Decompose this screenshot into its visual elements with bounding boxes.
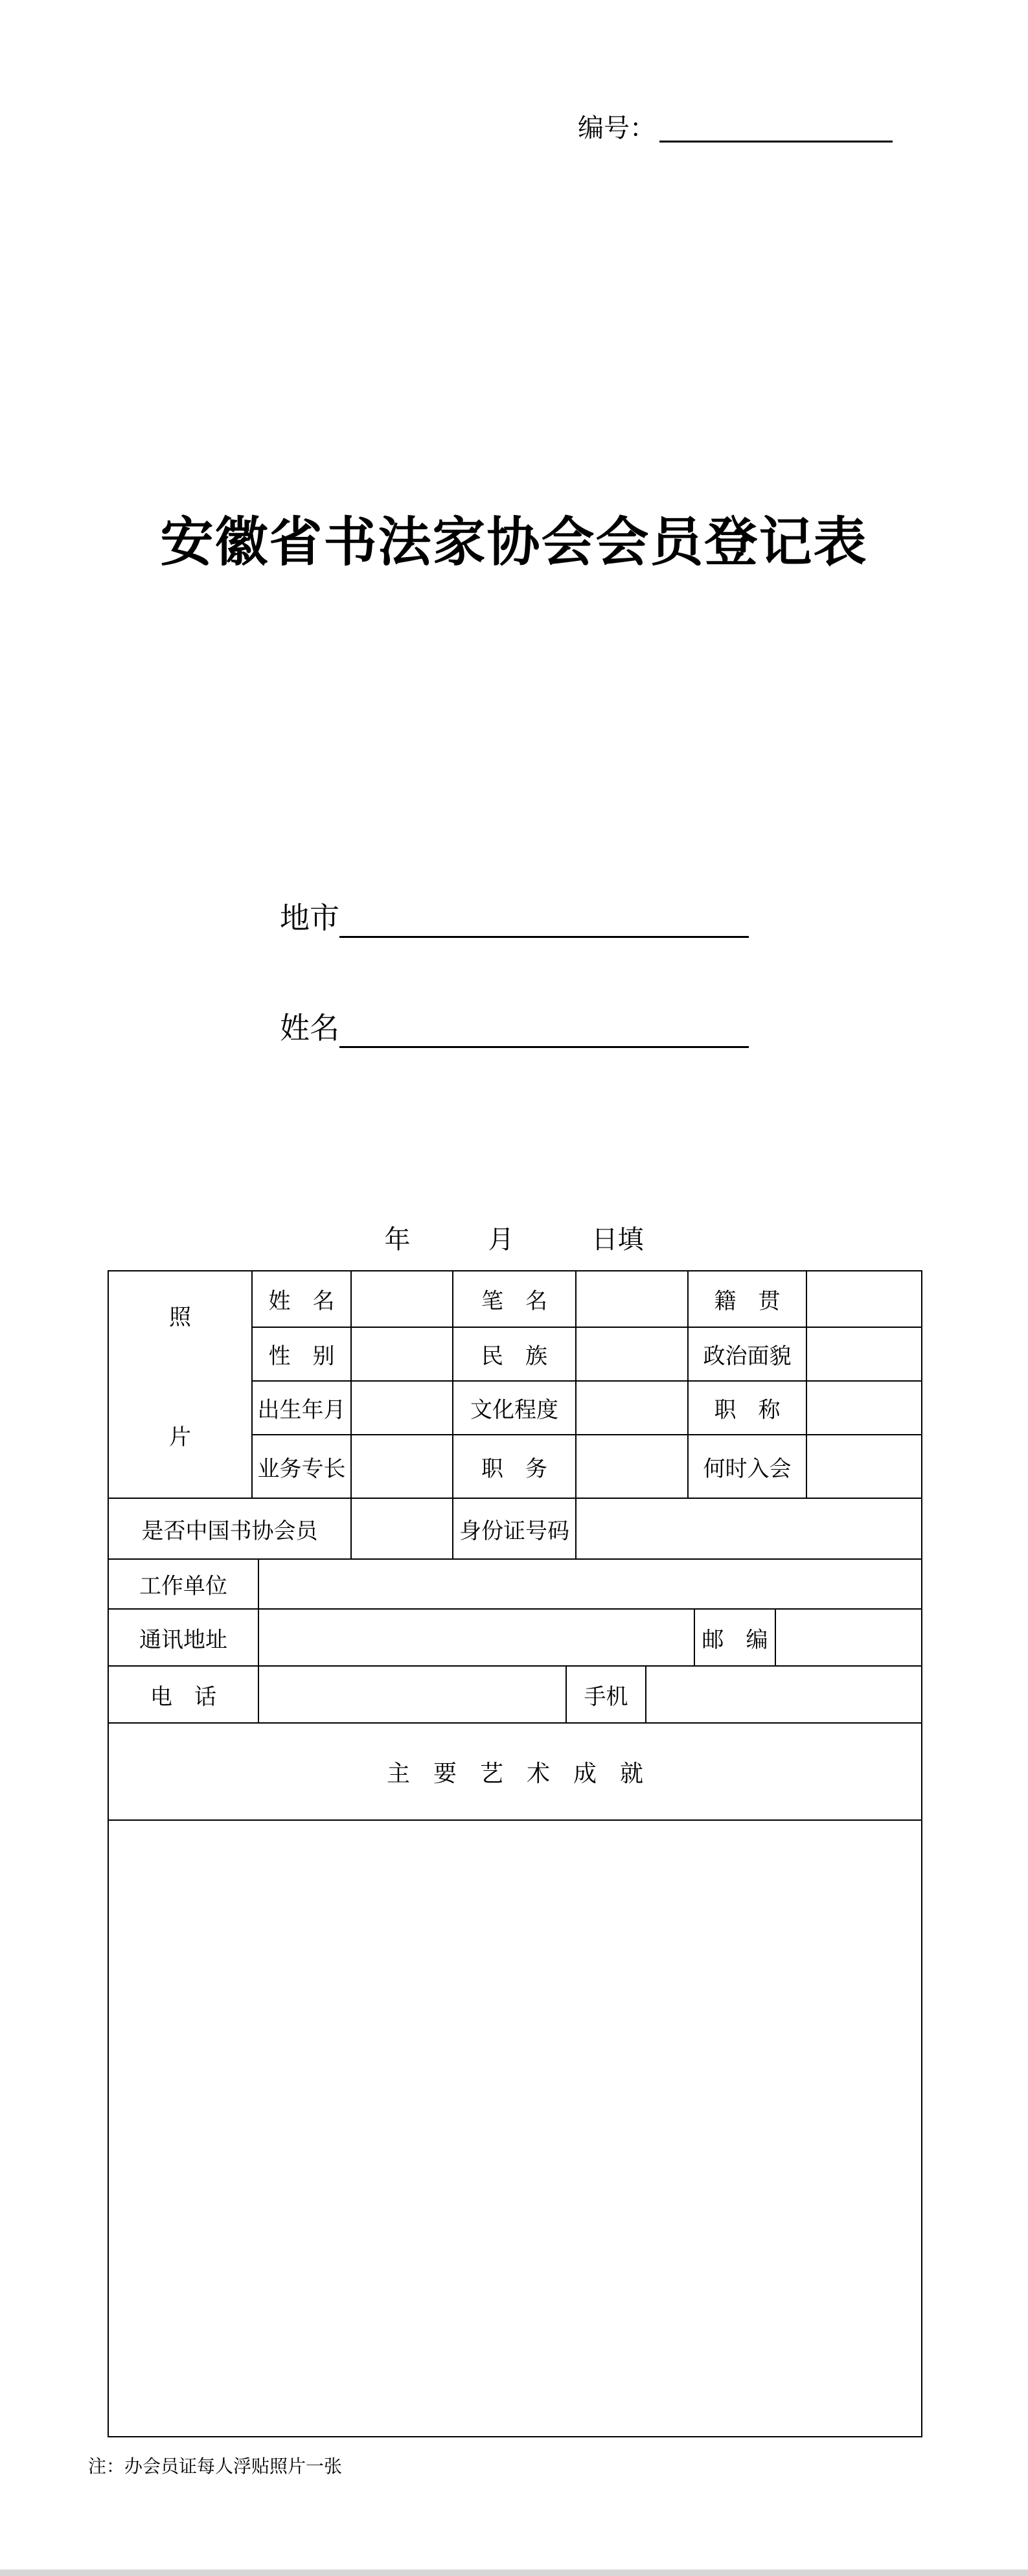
serial-number-blank-line [659, 113, 893, 142]
name-label: 姓名 [280, 1012, 339, 1045]
table-row-gender [253, 1328, 921, 1382]
join-date-value-cell [807, 1435, 921, 1498]
birthdate-cell-label: 出生年月 [253, 1382, 352, 1434]
table-row-name [253, 1271, 921, 1328]
position-value-cell [577, 1435, 689, 1498]
gender-value-cell [352, 1328, 453, 1380]
name-value-cell [352, 1271, 453, 1327]
prof-title-cell-label: 职 称 [689, 1382, 807, 1434]
achievements-blank-area [109, 1821, 921, 2436]
id-number-value-cell [577, 1499, 921, 1558]
table-row-cba-member [109, 1499, 921, 1560]
political-status-cell-label: 政治面貌 [689, 1328, 807, 1380]
page-bottom-edge [0, 2570, 1028, 2576]
table-row-specialty [253, 1435, 921, 1498]
address-value-cell [259, 1610, 695, 1665]
position-cell-label: 职 务 [453, 1435, 577, 1498]
footer-note: 注：办会员证每人浮贴照片一张 [88, 2457, 343, 2477]
photo-label-top: 照 [169, 1306, 191, 1330]
education-value-cell [577, 1382, 689, 1434]
work-unit-cell-label: 工作单位 [109, 1560, 259, 1608]
cba-member-cell-label: 是否中国书协会员 [109, 1499, 352, 1558]
mobile-value-cell [646, 1667, 921, 1722]
city-label: 地市 [280, 902, 339, 935]
table-band-top [109, 1271, 921, 1499]
photo-label-bottom: 片 [169, 1426, 191, 1450]
prof-title-value-cell [807, 1382, 921, 1434]
birthdate-value-cell [352, 1382, 453, 1434]
table-row-address [109, 1610, 921, 1667]
political-status-value-cell [807, 1328, 921, 1380]
nativeplace-value-cell [807, 1271, 921, 1327]
specialty-value-cell [352, 1435, 453, 1498]
nativeplace-cell-label: 籍 贯 [689, 1271, 807, 1327]
achievements-header-label: 主 要 艺 术 成 就 [386, 1760, 643, 1786]
name-cell-label: 姓 名 [253, 1271, 352, 1327]
postcode-value-cell [776, 1610, 921, 1665]
table-row-achievements-header [109, 1724, 921, 1821]
photo-cell [109, 1271, 253, 1498]
fill-date-line: 年 月 日填 [384, 1225, 644, 1254]
mobile-cell-label: 手机 [567, 1667, 646, 1722]
ethnicity-value-cell [577, 1328, 689, 1380]
city-field [280, 899, 749, 938]
postcode-cell-label: 邮 编 [695, 1610, 776, 1665]
cba-member-value-cell [352, 1499, 453, 1558]
name-field [280, 1009, 749, 1048]
work-unit-value-cell [259, 1560, 921, 1608]
join-date-cell-label: 何时入会 [689, 1435, 807, 1498]
gender-cell-label: 性 别 [253, 1328, 352, 1380]
registration-table [108, 1270, 922, 2437]
education-cell-label: 文化程度 [453, 1382, 577, 1434]
serial-number-label: 编号： [578, 113, 656, 142]
table-band-rows [253, 1271, 921, 1498]
table-row-birthdate [253, 1382, 921, 1435]
penname-value-cell [577, 1271, 689, 1327]
ethnicity-cell-label: 民 族 [453, 1328, 577, 1380]
specialty-cell-label: 业务专长 [253, 1435, 352, 1498]
serial-number-field [578, 113, 893, 142]
city-blank-line [339, 902, 749, 938]
phone-cell-label: 电 话 [109, 1667, 259, 1722]
table-row-work-unit [109, 1560, 921, 1610]
address-cell-label: 通讯地址 [109, 1610, 259, 1665]
penname-cell-label: 笔 名 [453, 1271, 577, 1327]
phone-value-cell [259, 1667, 567, 1722]
name-blank-line [339, 1012, 749, 1048]
form-title: 安徽省书法家协会会员登记表 [160, 513, 868, 572]
table-row-phone [109, 1667, 921, 1724]
id-number-cell-label: 身份证号码 [453, 1499, 577, 1558]
